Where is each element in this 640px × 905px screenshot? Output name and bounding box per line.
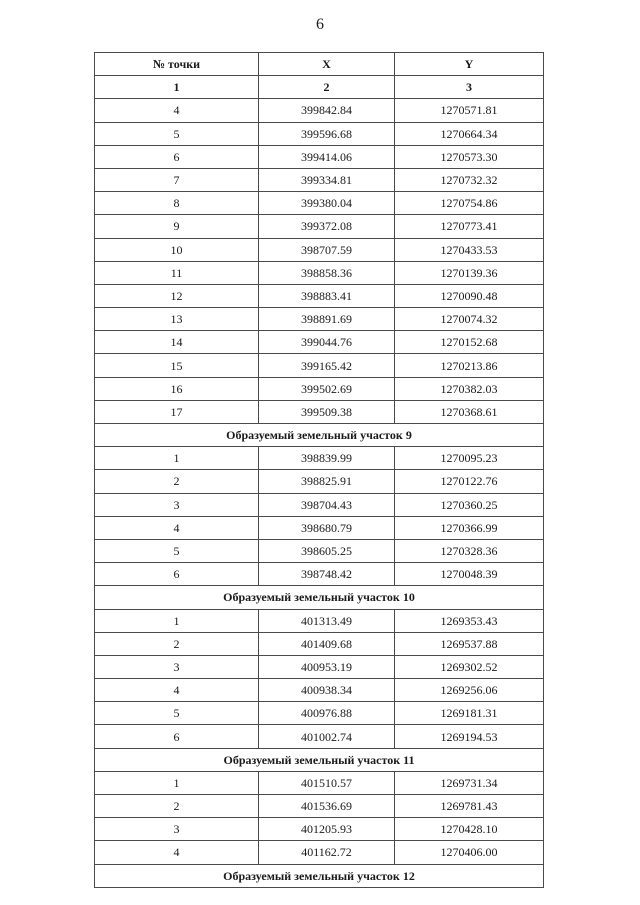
x-coordinate-cell: 399502.69	[259, 377, 395, 400]
x-coordinate-cell: 400953.19	[259, 655, 395, 678]
point-number-cell: 4	[95, 841, 259, 864]
table-row	[95, 655, 544, 678]
x-coordinate-cell: 398883.41	[259, 284, 395, 307]
table-row	[95, 168, 544, 191]
x-coordinate-cell: 398748.42	[259, 563, 395, 586]
page-number: 6	[316, 16, 324, 33]
y-coordinate-cell: 1269194.53	[395, 725, 544, 748]
y-coordinate-cell: 1270732.32	[395, 168, 544, 191]
point-number-cell: 2	[95, 795, 259, 818]
point-number-cell: 4	[95, 516, 259, 539]
x-coordinate-cell: 401002.74	[259, 725, 395, 748]
point-number-cell: 8	[95, 192, 259, 215]
x-coordinate-cell: 398680.79	[259, 516, 395, 539]
point-number-cell: 3	[95, 818, 259, 841]
column-number-row	[95, 76, 544, 99]
section-title: Образуемый земельный участок 11	[95, 748, 544, 771]
table-row	[95, 563, 544, 586]
y-coordinate-cell: 1270754.86	[395, 192, 544, 215]
table-row	[95, 702, 544, 725]
point-number-cell: 16	[95, 377, 259, 400]
point-number-cell: 2	[95, 632, 259, 655]
table-row	[95, 470, 544, 493]
x-coordinate-cell: 399165.42	[259, 354, 395, 377]
point-number-cell: 4	[95, 99, 259, 122]
point-number-cell: 17	[95, 400, 259, 423]
y-coordinate-cell: 1269731.34	[395, 771, 544, 794]
y-coordinate-cell: 1270074.32	[395, 308, 544, 331]
point-number-cell: 3	[95, 493, 259, 516]
section-header-row	[95, 586, 544, 609]
y-coordinate-cell: 1270095.23	[395, 447, 544, 470]
y-coordinate-cell: 1270139.36	[395, 261, 544, 284]
column-number-2: 2	[259, 76, 395, 99]
x-coordinate-cell: 398891.69	[259, 308, 395, 331]
y-coordinate-cell: 1270664.34	[395, 122, 544, 145]
y-coordinate-cell: 1269181.31	[395, 702, 544, 725]
table-row	[95, 818, 544, 841]
table-row	[95, 122, 544, 145]
x-coordinate-cell: 400976.88	[259, 702, 395, 725]
table-row	[95, 400, 544, 423]
point-number-cell: 1	[95, 771, 259, 794]
x-coordinate-cell: 398858.36	[259, 261, 395, 284]
table-row	[95, 447, 544, 470]
y-coordinate-cell: 1270328.36	[395, 539, 544, 562]
point-number-cell: 5	[95, 702, 259, 725]
x-coordinate-cell: 398825.91	[259, 470, 395, 493]
y-coordinate-cell: 1269781.43	[395, 795, 544, 818]
point-number-cell: 1	[95, 609, 259, 632]
x-coordinate-cell: 399380.04	[259, 192, 395, 215]
column-number-3: 3	[395, 76, 544, 99]
y-coordinate-cell: 1270773.41	[395, 215, 544, 238]
table-row	[95, 539, 544, 562]
table-row	[95, 145, 544, 168]
x-coordinate-cell: 399334.81	[259, 168, 395, 191]
point-number-cell: 2	[95, 470, 259, 493]
x-coordinate-cell: 399414.06	[259, 145, 395, 168]
section-title: Образуемый земельный участок 9	[95, 424, 544, 447]
header-x: X	[259, 53, 395, 76]
section-header-row	[95, 748, 544, 771]
y-coordinate-cell: 1269302.52	[395, 655, 544, 678]
table-row	[95, 215, 544, 238]
point-number-cell: 6	[95, 563, 259, 586]
y-coordinate-cell: 1270382.03	[395, 377, 544, 400]
point-number-cell: 7	[95, 168, 259, 191]
table-row	[95, 493, 544, 516]
y-coordinate-cell: 1270122.76	[395, 470, 544, 493]
table-row	[95, 261, 544, 284]
point-number-cell: 15	[95, 354, 259, 377]
point-number-cell: 14	[95, 331, 259, 354]
section-title: Образуемый земельный участок 10	[95, 586, 544, 609]
point-number-cell: 5	[95, 539, 259, 562]
table-row	[95, 795, 544, 818]
x-coordinate-cell: 401313.49	[259, 609, 395, 632]
x-coordinate-cell: 398707.59	[259, 238, 395, 261]
table-row	[95, 99, 544, 122]
table-row	[95, 377, 544, 400]
y-coordinate-cell: 1270090.48	[395, 284, 544, 307]
y-coordinate-cell: 1270571.81	[395, 99, 544, 122]
y-coordinate-cell: 1270428.10	[395, 818, 544, 841]
table-row	[95, 632, 544, 655]
table-row	[95, 771, 544, 794]
table-row	[95, 516, 544, 539]
y-coordinate-cell: 1270406.00	[395, 841, 544, 864]
x-coordinate-cell: 400938.34	[259, 679, 395, 702]
y-coordinate-cell: 1269353.43	[395, 609, 544, 632]
header-point-number: № точки	[95, 53, 259, 76]
table-row	[95, 841, 544, 864]
x-coordinate-cell: 398605.25	[259, 539, 395, 562]
y-coordinate-cell: 1270360.25	[395, 493, 544, 516]
x-coordinate-cell: 399372.08	[259, 215, 395, 238]
x-coordinate-cell: 398704.43	[259, 493, 395, 516]
table-row	[95, 284, 544, 307]
x-coordinate-cell: 401409.68	[259, 632, 395, 655]
y-coordinate-cell: 1270368.61	[395, 400, 544, 423]
y-coordinate-cell: 1269256.06	[395, 679, 544, 702]
point-number-cell: 13	[95, 308, 259, 331]
x-coordinate-cell: 401536.69	[259, 795, 395, 818]
table-row	[95, 192, 544, 215]
table-row	[95, 679, 544, 702]
point-number-cell: 6	[95, 725, 259, 748]
x-coordinate-cell: 399842.84	[259, 99, 395, 122]
x-coordinate-cell: 401162.72	[259, 841, 395, 864]
y-coordinate-cell: 1269537.88	[395, 632, 544, 655]
column-number-1: 1	[95, 76, 259, 99]
table-row	[95, 238, 544, 261]
point-number-cell: 10	[95, 238, 259, 261]
table-row	[95, 609, 544, 632]
table-row	[95, 725, 544, 748]
table-header-row	[95, 53, 544, 76]
section-header-row	[95, 424, 544, 447]
table-row	[95, 354, 544, 377]
y-coordinate-cell: 1270366.99	[395, 516, 544, 539]
point-number-cell: 11	[95, 261, 259, 284]
y-coordinate-cell: 1270152.68	[395, 331, 544, 354]
point-number-cell: 6	[95, 145, 259, 168]
table-row	[95, 308, 544, 331]
x-coordinate-cell: 401510.57	[259, 771, 395, 794]
x-coordinate-cell: 399596.68	[259, 122, 395, 145]
x-coordinate-cell: 398839.99	[259, 447, 395, 470]
x-coordinate-cell: 399509.38	[259, 400, 395, 423]
table-row	[95, 331, 544, 354]
section-title: Образуемый земельный участок 12	[95, 864, 544, 887]
point-number-cell: 5	[95, 122, 259, 145]
coordinates-table	[94, 52, 544, 888]
point-number-cell: 12	[95, 284, 259, 307]
y-coordinate-cell: 1270213.86	[395, 354, 544, 377]
section-header-row	[95, 864, 544, 887]
x-coordinate-cell: 399044.76	[259, 331, 395, 354]
header-y: Y	[395, 53, 544, 76]
point-number-cell: 4	[95, 679, 259, 702]
point-number-cell: 9	[95, 215, 259, 238]
y-coordinate-cell: 1270433.53	[395, 238, 544, 261]
x-coordinate-cell: 401205.93	[259, 818, 395, 841]
point-number-cell: 3	[95, 655, 259, 678]
point-number-cell: 1	[95, 447, 259, 470]
y-coordinate-cell: 1270048.39	[395, 563, 544, 586]
y-coordinate-cell: 1270573.30	[395, 145, 544, 168]
